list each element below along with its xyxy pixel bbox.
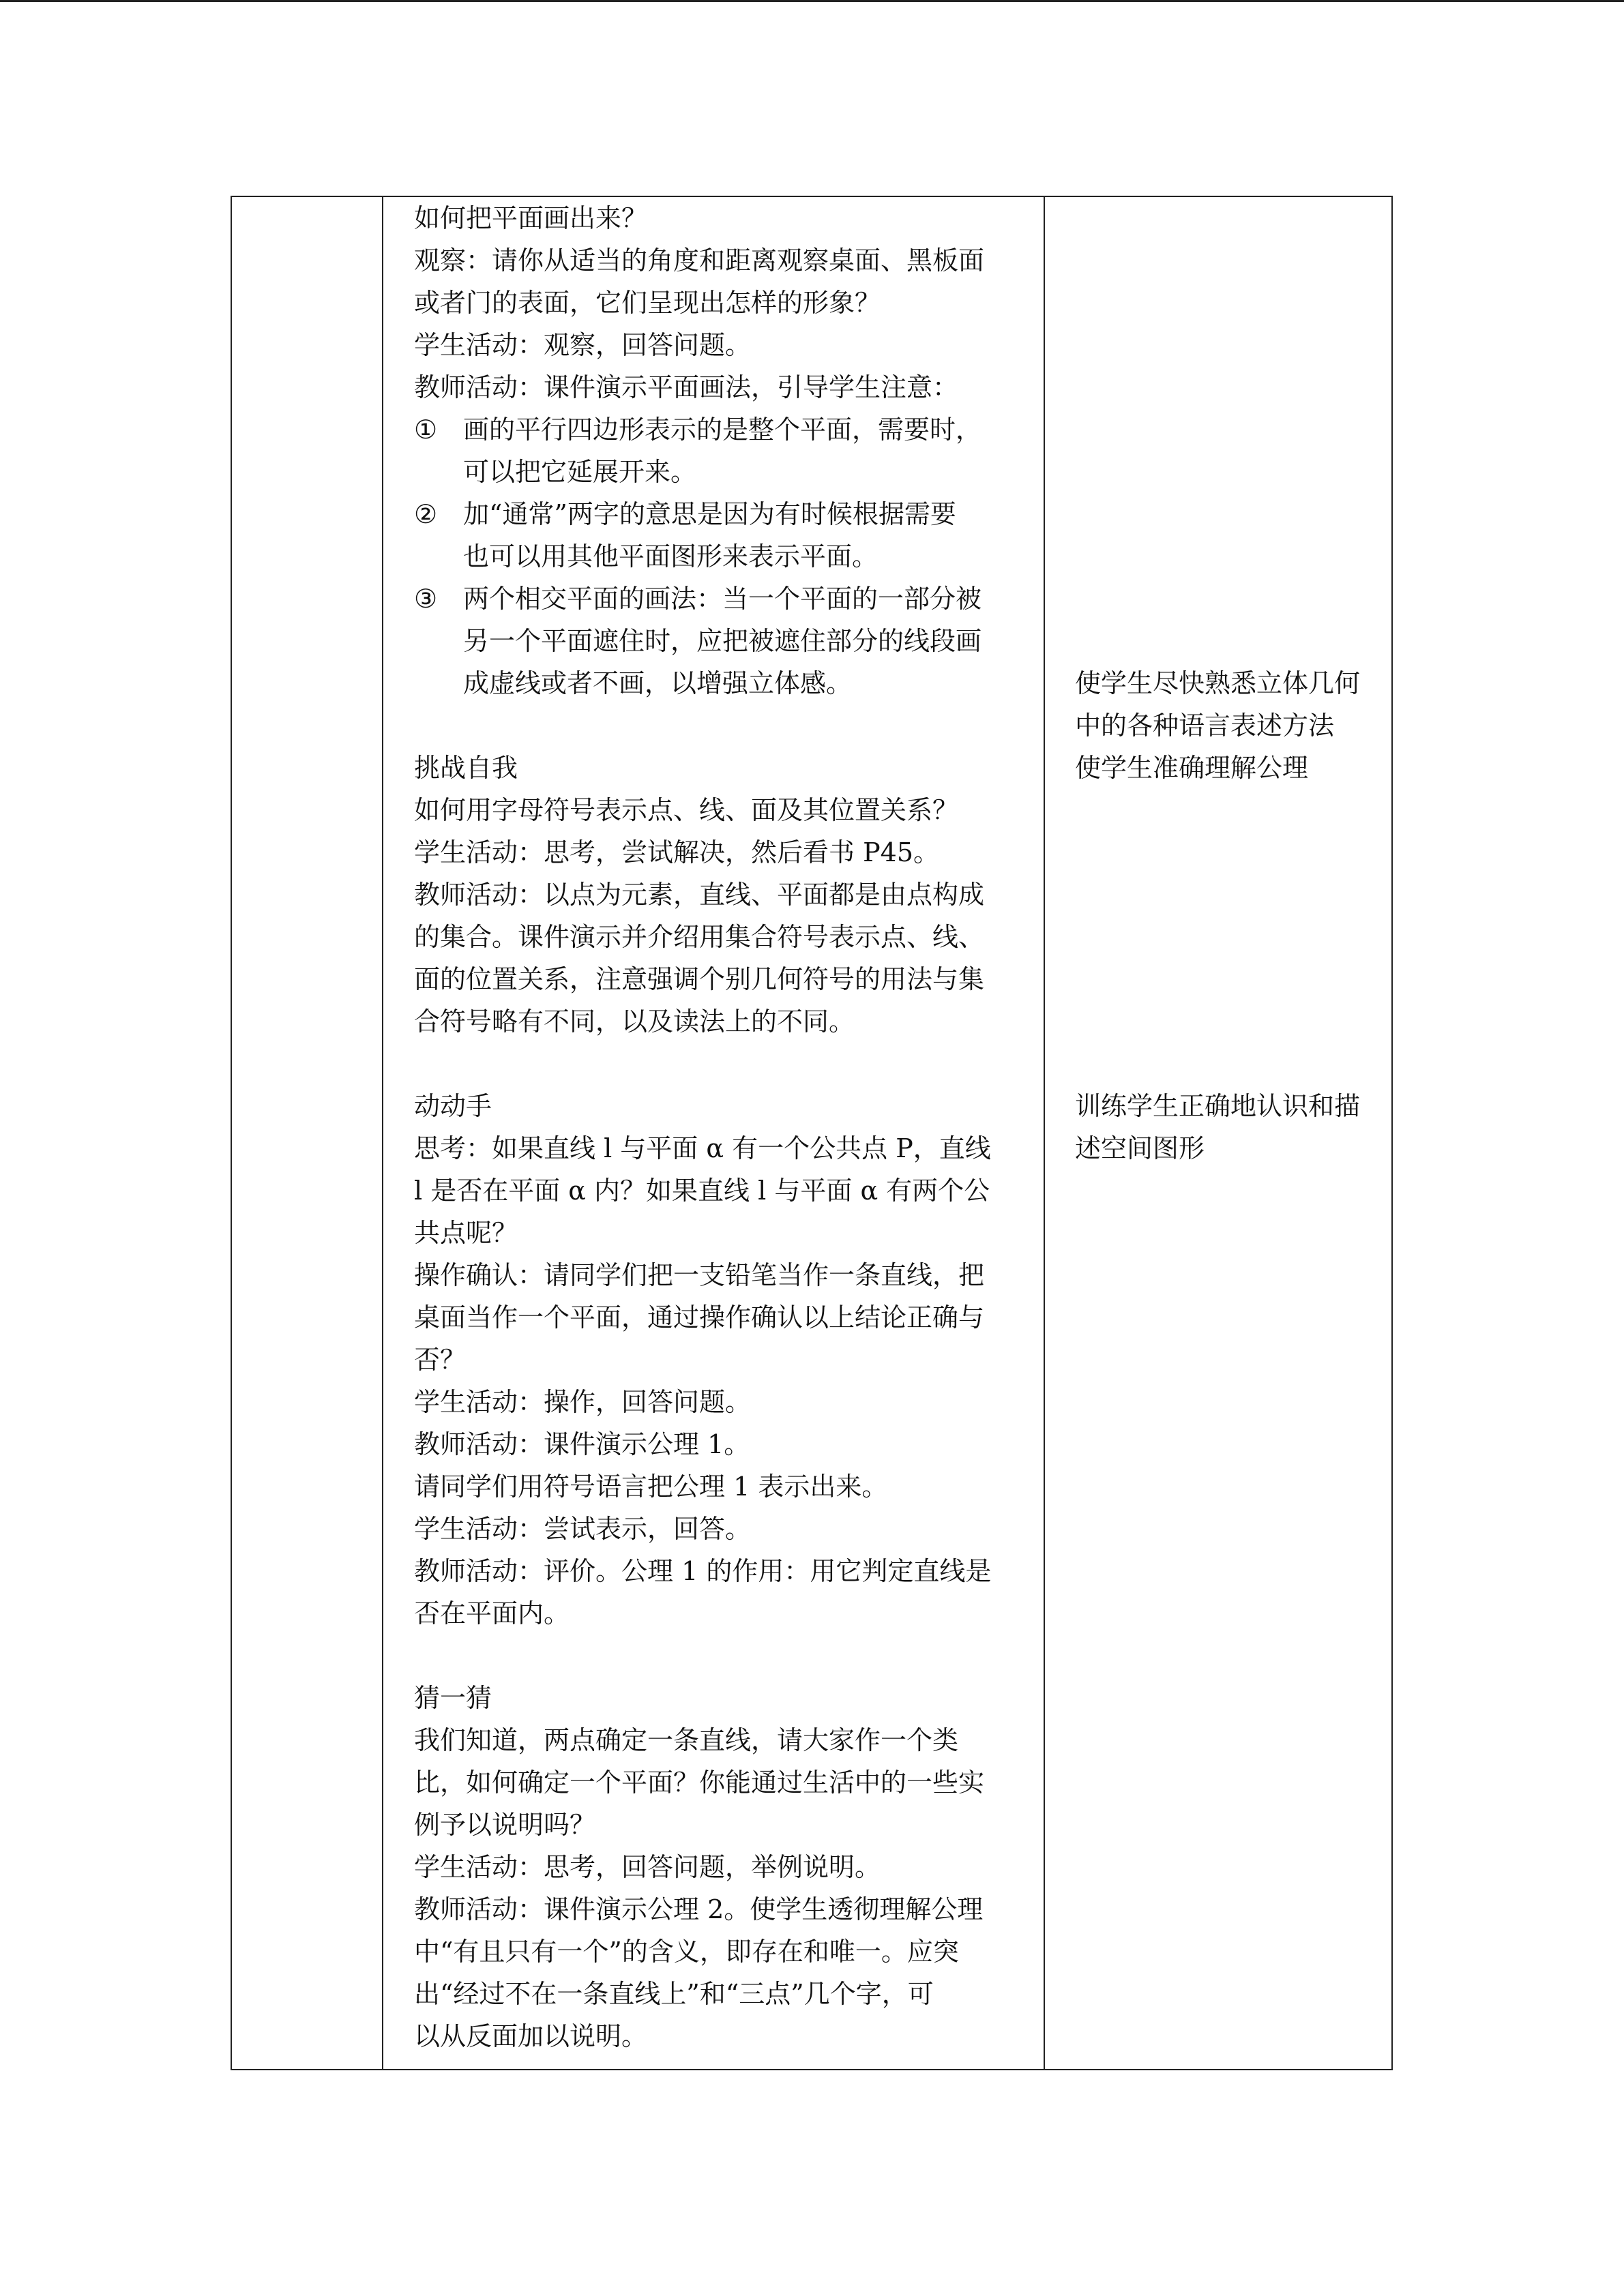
text-line: 桌面当作一个平面，通过操作确认以上结论正确与 bbox=[414, 1302, 985, 1332]
text-line: 如何把平面画出来？ bbox=[414, 203, 648, 233]
text-line: 学生活动：观察，回答问题。 bbox=[414, 330, 752, 360]
text-line: 学生活动：思考，回答问题，举例说明。 bbox=[414, 1852, 881, 1882]
item-marker: ③ bbox=[414, 584, 438, 614]
lesson-table bbox=[231, 196, 1393, 2070]
text-line: 教师活动：课件演示公理 1。 bbox=[414, 1429, 750, 1459]
text-line: 出“经过不在一条直线上”和“三点”几个字，可 bbox=[414, 1979, 934, 2009]
text-line: 教师活动：评价。公理 1 的作用：用它判定直线是 bbox=[414, 1556, 992, 1586]
text-line: 观察：请你从适当的角度和距离观察桌面、黑板面 bbox=[414, 245, 985, 275]
column-divider-2 bbox=[1044, 197, 1045, 2069]
text-line: 学生活动：思考，尝试解决，然后看书 P45。 bbox=[414, 837, 940, 867]
text-line: 教师活动：课件演示平面画法，引导学生注意： bbox=[414, 372, 959, 402]
text-line: 或者门的表面，它们呈现出怎样的形象？ bbox=[414, 288, 881, 318]
text-line: 也可以用其他平面图形来表示平面。 bbox=[463, 541, 879, 571]
text-line: 中“有且只有一个”的含义，即存在和唯一。应突 bbox=[414, 1937, 959, 1967]
text-line: 否在平面内。 bbox=[414, 1598, 570, 1628]
text-line: 学生活动：操作，回答问题。 bbox=[414, 1387, 752, 1417]
text-line: 例予以说明吗？ bbox=[414, 1810, 596, 1840]
text-line: 可以把它延展开来。 bbox=[463, 457, 697, 487]
design-intent-column bbox=[1060, 197, 1393, 2069]
text-line: 我们知道，两点确定一条直线，请大家作一个类 bbox=[414, 1725, 959, 1755]
text-line: l 是否在平面 α 内？如果直线 l 与平面 α 有两个公 bbox=[414, 1176, 990, 1206]
note-line: 使学生尽快熟悉立体几何 bbox=[1075, 668, 1361, 698]
teaching-process-column bbox=[399, 197, 1044, 2069]
text-line: 否？ bbox=[414, 1345, 467, 1375]
text-line: 共点呢？ bbox=[414, 1218, 518, 1248]
numbered-item-3: ③ 两个相交平面的画法：当一个平面的一部分被 bbox=[414, 578, 981, 620]
item-marker: ② bbox=[414, 499, 438, 529]
text-line: 的集合。课件演示并介绍用集合符号表示点、线、 bbox=[414, 922, 985, 952]
item-marker: ① bbox=[414, 415, 438, 445]
text-line: 操作确认：请同学们把一支铅笔当作一条直线，把 bbox=[414, 1260, 985, 1290]
text-line: 成虚线或者不画，以增强立体感。 bbox=[463, 668, 853, 698]
text-line: 以从反面加以说明。 bbox=[414, 2021, 648, 2051]
text-line: 教师活动：以点为元素，直线、平面都是由点构成 bbox=[414, 880, 985, 910]
text-line: 学生活动：尝试表示，回答。 bbox=[414, 1514, 752, 1544]
text-line: 面的位置关系，注意强调个别几何符号的用法与集 bbox=[414, 964, 985, 994]
page-top-rule bbox=[0, 0, 1624, 2]
numbered-item-2: ② 加“通常”两字的意思是因为有时候根据需要 bbox=[414, 493, 956, 535]
text-line: 请同学们用符号语言把公理 1 表示出来。 bbox=[414, 1472, 888, 1502]
note-line: 训练学生正确地认识和描 bbox=[1075, 1091, 1361, 1121]
text-line: 思考：如果直线 l 与平面 α 有一个公共点 P，直线 bbox=[414, 1133, 991, 1163]
text-line: 比，如何确定一个平面？你能通过生活中的一些实 bbox=[414, 1768, 985, 1798]
numbered-item-1: ① 画的平行四边形表示的是整个平面，需要时， bbox=[414, 408, 981, 451]
section-heading: 动动手 bbox=[414, 1091, 492, 1121]
text-line: 另一个平面遮住时，应把被遮住部分的线段画 bbox=[463, 626, 982, 656]
section-heading: 挑战自我 bbox=[414, 753, 518, 783]
text-line: 教师活动：课件演示公理 2。使学生透彻理解公理 bbox=[414, 1894, 984, 1924]
section-heading: 猜一猜 bbox=[414, 1683, 492, 1713]
column-divider-1 bbox=[382, 197, 383, 2069]
text-line: 如何用字母符号表示点、线、面及其位置关系？ bbox=[414, 795, 959, 825]
note-line: 中的各种语言表述方法 bbox=[1075, 711, 1335, 741]
note-line: 使学生准确理解公理 bbox=[1075, 753, 1309, 783]
text-line: 合符号略有不同，以及读法上的不同。 bbox=[414, 1007, 855, 1037]
note-line: 述空间图形 bbox=[1075, 1133, 1205, 1163]
